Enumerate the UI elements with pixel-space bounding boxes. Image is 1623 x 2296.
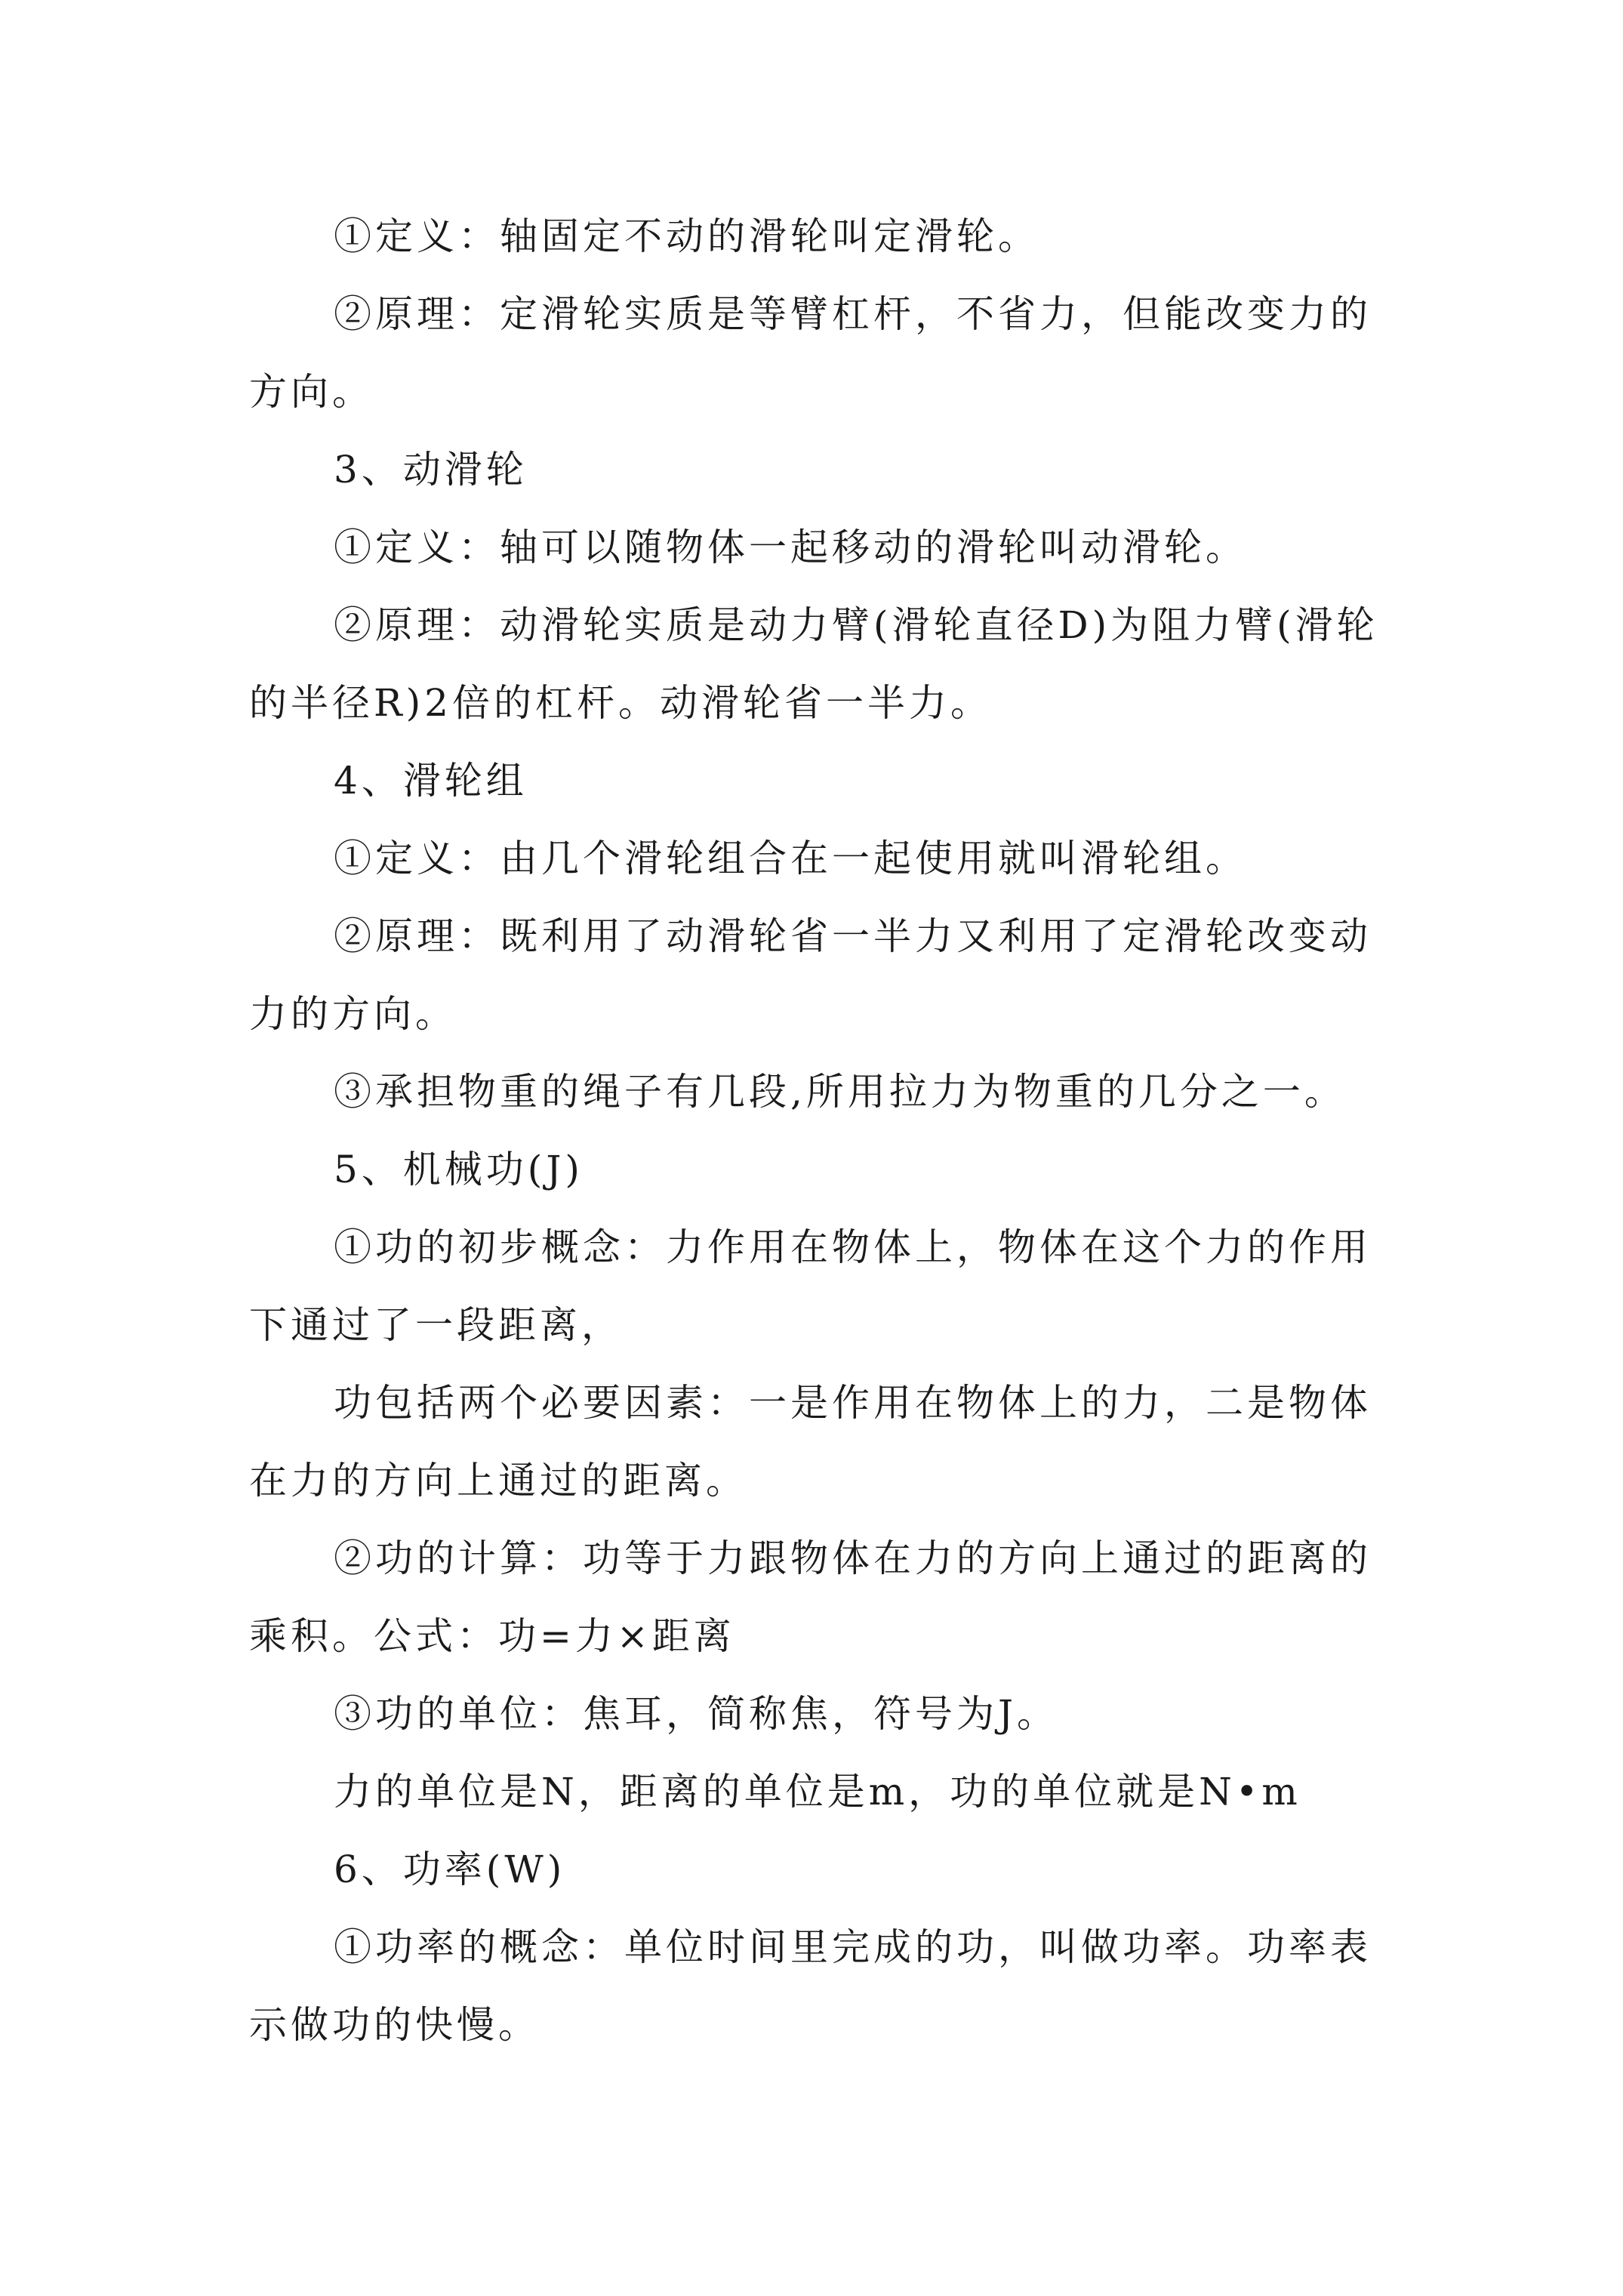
paragraph-fixed-pulley-definition: ①定义：轴固定不动的滑轮叫定滑轮。 <box>334 214 1039 258</box>
heading-mechanical-work: 5、机械功(J) <box>334 1148 584 1191</box>
paragraph-work-factors: 功包括两个必要因素：一是作用在物体上的力，二是物体在力的方向上通过的距离。 <box>249 1381 1372 1502</box>
paragraph-work-calculation: ②功的计算：功等于力跟物体在力的方向上通过的距离的乘积。公式：功=力×距离 <box>249 1536 1372 1658</box>
heading-movable-pulley: 3、动滑轮 <box>334 448 528 492</box>
paragraph-power-concept: ①功率的概念：单位时间里完成的功，叫做功率。功率表示做功的快慢。 <box>249 1925 1372 2047</box>
paragraph-work-unit: ③功的单位：焦耳，简称焦，符号为J。 <box>334 1692 1059 1736</box>
paragraph-pulley-block-principle: ②原理：既利用了动滑轮省一半力又利用了定滑轮改变动力的方向。 <box>249 914 1372 1036</box>
paragraph-fixed-pulley-principle: ②原理：定滑轮实质是等臂杠杆，不省力，但能改变力的方向。 <box>249 292 1372 414</box>
paragraph-movable-pulley-definition: ①定义：轴可以随物体一起移动的滑轮叫动滑轮。 <box>334 525 1247 569</box>
heading-pulley-block: 4、滑轮组 <box>334 759 528 803</box>
paragraph-pulley-block-rope: ③承担物重的绳子有几段,所用拉力为物重的几分之一。 <box>334 1070 1346 1114</box>
paragraph-pulley-block-definition: ①定义：由几个滑轮组合在一起使用就叫滑轮组。 <box>334 837 1247 880</box>
heading-power: 6、功率(W) <box>334 1848 566 1891</box>
paragraph-work-concept: ①功的初步概念：力作用在物体上，物体在这个力的作用下通过了一段距离， <box>249 1225 1372 1347</box>
paragraph-unit-relation: 力的单位是N，距离的单位是m，功的单位就是N•m <box>334 1770 1301 1814</box>
paragraph-movable-pulley-principle: ②原理：动滑轮实质是动力臂(滑轮直径D)为阻力臂(滑轮的半径R)2倍的杠杆。动滑轮省一半力。 <box>249 603 1378 725</box>
document-body <box>249 198 1397 2064</box>
